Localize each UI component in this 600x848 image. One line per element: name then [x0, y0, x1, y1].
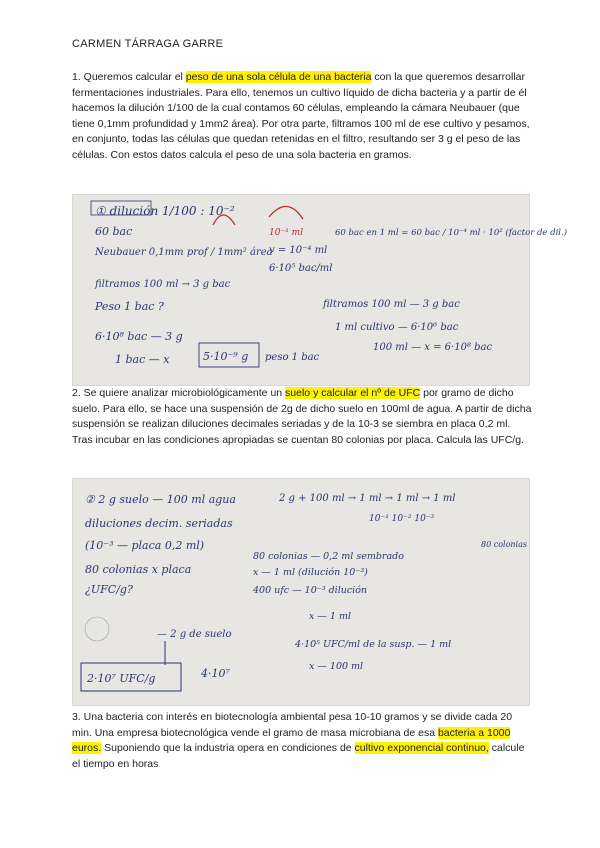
- p2-right6: x — 1 ml: [309, 611, 352, 622]
- q3-text-2: Suponiendo que la industria opera en condiciones de: [101, 742, 355, 755]
- handwritten-solution-1: [72, 194, 568, 386]
- p2-line5: ¿UFC/g?: [85, 583, 133, 596]
- p1-line6: 6·10⁸ bac — 3 g: [95, 330, 183, 343]
- p1-right4: filtramos 100 ml — 3 g bac: [323, 299, 460, 310]
- p1-right3: 60 bac en 1 ml = 60 bac / 10⁻⁴ ml · 10² (factor de dil.): [335, 228, 568, 238]
- author-name: CARMEN TÁRRAGA GARRE: [72, 38, 224, 50]
- q3-highlight-1: bacteria a 1000 euros.: [72, 726, 511, 755]
- p2-bottom1: — 2 g de suelo: [157, 629, 232, 640]
- p2-right9: 80 colonias: [481, 540, 527, 549]
- p2-line4: 80 colonias x placa: [85, 563, 192, 576]
- p1-right5: 1 ml cultivo — 6·10⁶ bac: [335, 322, 459, 333]
- p1-right2: 6·10⁵ bac/ml: [269, 263, 333, 274]
- p2-right5: 400 ufc — 10⁻³ dilución: [253, 585, 368, 596]
- p2-line1: ② 2 g suelo — 100 ml agua: [85, 493, 236, 506]
- question-3: [72, 710, 532, 772]
- q1-text-start: 1. Queremos calcular el: [72, 71, 186, 83]
- p2-line2: diluciones decim. seriadas: [85, 517, 233, 530]
- p1-line5: Peso 1 bac ?: [95, 300, 164, 313]
- p1-line9: peso 1 bac: [265, 352, 320, 363]
- p1-line4: filtramos 100 ml → 3 g bac: [95, 279, 231, 290]
- q3-text-3: calcule el tiempo en horas: [72, 742, 525, 770]
- p2-line3: (10⁻³ — placa 0,2 ml): [85, 539, 205, 552]
- p2-right8: x — 100 ml: [309, 661, 364, 672]
- p1-line3: Neubauer 0,1mm prof / 1mm² área: [95, 247, 273, 258]
- p2-right3: 80 colonias — 0,2 ml sembrado: [253, 551, 404, 562]
- question-1: [72, 70, 532, 164]
- p1-right6: 100 ml — x = 6·10⁸ bac: [373, 342, 493, 353]
- question-2: [72, 386, 532, 448]
- q1-text-end: con la que queremos desarrollar fermentaciones industriales. Para ello, tenemos un cultivo líquido de dicha bacteria y a partir de él hacemos la dilución 1/100 de la cual contamos 60 células, empleando la cámara Neubauer (que tiene 0,1mm profundidad y 1mm2 área). Por otra parte, filtramos 100 ml de ese cultivo y pesamos, en conjunto, todas las células que quedan retenidas en el filtro, resultando ser 3 g el peso de las células. Con estos datos calcula el peso de una sola bacteria en gramos.: [72, 71, 530, 161]
- p2-right4: x — 1 ml (dilución 10⁻³): [253, 567, 368, 578]
- p2-result: 2·10⁷ UFC/g: [87, 672, 156, 685]
- p2-right1: 2 g + 100 ml → 1 ml → 1 ml → 1 ml: [279, 493, 456, 504]
- p1-result: 5·10⁻⁹ g: [203, 350, 249, 363]
- p2-bottom2: 4·10⁷: [201, 667, 230, 680]
- p1-line1: ① dilución 1/100 : 10⁻²: [95, 204, 235, 218]
- p1-line7: 1 bac — x: [115, 353, 170, 366]
- p1-right1: v = 10⁻⁴ ml: [269, 245, 328, 256]
- q2-text-end: por gramo de dicho suelo. Para ello, se hace una suspensión de 2g de dicho suelo en 100ml de agua. A partir de dicha suspensión se realizan diluciones decimales seriadas y de la 10-3 se siembra en placa 0,2 ml. Tras incubar en las condiciones apropiadas se cuentan 80 colonias por placa. Calcula las UFC/g.: [72, 387, 532, 446]
- p1-line2: 60 bac: [95, 225, 133, 238]
- q2-highlight: suelo y calcular el nº de UFC: [285, 387, 421, 399]
- q1-highlight: peso de una sola célula de una bacteria: [185, 71, 372, 83]
- q3-highlight-2: cultivo exponencial continuo,: [354, 742, 489, 755]
- q2-text-start: 2. Se quiere analizar microbiológicamente un: [72, 387, 286, 399]
- p2-right2: 10⁻¹ 10⁻² 10⁻³: [369, 514, 435, 524]
- p2-right7: 4·10⁵ UFC/ml de la susp. — 1 ml: [295, 639, 452, 650]
- handwritten-solution-2: [72, 478, 530, 706]
- p1-red-note: 10⁻¹ ml: [269, 228, 304, 238]
- q3-text-1: 3. Una bacteria con interés en biotecnología ambiental pesa 10-10 gramos y se divide cada 20 min. Una empresa biotecnológica vende el gramo de masa microbiana de esa: [72, 711, 513, 739]
